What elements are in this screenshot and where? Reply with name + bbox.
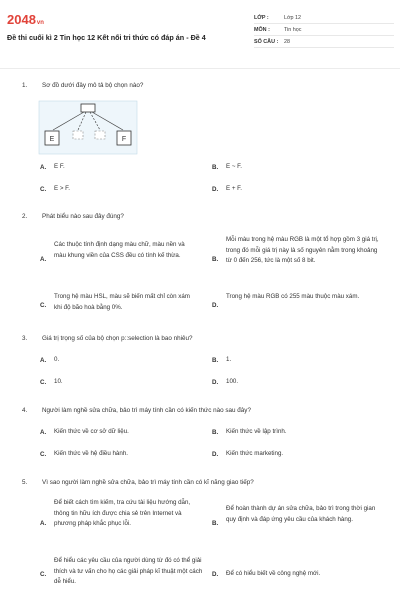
option-letter: B.: [212, 357, 219, 364]
meta-value: 28: [284, 38, 290, 45]
option-d[interactable]: Kiến thức marketing.: [226, 450, 284, 457]
question-text: Giá trị trọng số của bộ chọn p::selection là bao nhiêu?: [42, 335, 193, 342]
option-letter: D.: [212, 379, 219, 386]
option-c[interactable]: Trong hệ màu HSL, màu sẽ biến mất chỉ còn xám khi độ bão hoà bằng 0%.: [54, 293, 190, 311]
question-number: 2.: [22, 213, 28, 220]
meta-row-count: [254, 36, 394, 48]
meta-row-subject: [254, 24, 394, 36]
meta-row-class: [254, 12, 394, 24]
option-d[interactable]: E + F.: [226, 185, 242, 192]
option-letter: D.: [212, 302, 219, 309]
option-letter: C.: [40, 302, 47, 309]
option-c[interactable]: 10.: [54, 378, 63, 385]
option-letter: A.: [40, 164, 47, 171]
meta-value: Tin học: [284, 26, 302, 33]
exam-title: Đề thi cuối kì 2 Tin học 12 Kết nối tri thức có đáp án - Đề 4: [7, 33, 206, 42]
header-divider: [0, 68, 400, 69]
label-f: F: [121, 136, 127, 143]
sibling-box: [95, 131, 105, 139]
option-b[interactable]: E ~ F.: [226, 163, 242, 170]
sibling-box: [73, 131, 83, 139]
option-a[interactable]: Kiến thức về cơ sở dữ liệu.: [54, 428, 129, 435]
exam-meta-table: [254, 12, 394, 48]
option-a[interactable]: 0.: [54, 356, 60, 363]
meta-key: SỐ CÂU :: [254, 38, 279, 45]
logo-text: 2048: [7, 12, 36, 27]
option-letter: D.: [212, 186, 219, 193]
option-b[interactable]: 1.: [226, 356, 232, 363]
option-letter: A.: [40, 429, 47, 436]
option-c[interactable]: E > F.: [54, 185, 70, 192]
option-letter: C.: [40, 186, 47, 193]
option-letter: D.: [212, 451, 219, 458]
question-number: 3.: [22, 335, 28, 342]
meta-key: LỚP :: [254, 14, 269, 21]
question-number: 1.: [22, 82, 28, 89]
option-letter: A.: [40, 357, 47, 364]
question-number: 5.: [22, 479, 28, 486]
option-letter: B.: [212, 429, 219, 436]
parent-box: [81, 104, 95, 112]
meta-value: Lớp 12: [284, 14, 302, 21]
option-letter: A.: [40, 256, 47, 263]
question-text: Người làm nghề sửa chữa, bảo trì máy tính cần có kiến thức nào sau đây?: [42, 407, 251, 414]
option-letter: B.: [212, 164, 219, 171]
option-d[interactable]: Trong hệ màu RGB có 255 màu thuộc màu xám.: [226, 293, 360, 300]
logo-suffix: vn: [36, 20, 44, 26]
option-d[interactable]: Để có hiểu biết về công nghệ mới.: [226, 570, 321, 577]
question-text: Phát biểu nào sau đây đúng?: [42, 213, 124, 220]
option-letter: D.: [212, 571, 219, 578]
option-letter: C.: [40, 451, 47, 458]
option-letter: C.: [40, 571, 47, 578]
option-c[interactable]: Để hiểu các yêu cầu của người dùng từ đó có thể giải thích và tư vấn cho họ các giải pháp kĩ thuật một cách dễ hiểu.: [54, 557, 203, 585]
option-letter: C.: [40, 379, 47, 386]
site-logo[interactable]: [7, 12, 44, 27]
question-number: 4.: [22, 407, 28, 414]
option-b[interactable]: Kiến thức về lập trình.: [226, 428, 287, 435]
option-b[interactable]: Mỗi màu trong hệ màu RGB là một tổ hợp gồm 3 giá trị, trong đó mỗi giá trị này là số nguyên nằm trong khoảng từ 0 đến 256, tức là một số 8 bit.: [226, 236, 379, 264]
option-letter: A.: [40, 520, 47, 527]
label-e: E: [49, 136, 55, 143]
question-text: Vì sao người làm nghề sửa chữa, bảo trì máy tính cần có kĩ năng giao tiếp?: [42, 479, 254, 486]
option-a[interactable]: Để biết cách tìm kiếm, tra cứu tài liệu hướng dẫn, thông tin hữu ích được chia sẻ trên Internet và phương pháp khắc phục lỗi.: [54, 499, 191, 527]
meta-key: MÔN :: [254, 26, 270, 33]
option-b[interactable]: Để hoàn thành dự án sửa chữa, bảo trì trong thời gian quy định và đáp ứng yêu cầu của khách hàng.: [226, 505, 376, 523]
selector-diagram: [38, 100, 138, 155]
option-c[interactable]: Kiến thức về hệ điều hành.: [54, 450, 128, 457]
option-letter: B.: [212, 520, 219, 527]
option-a[interactable]: E F.: [54, 163, 65, 170]
option-letter: B.: [212, 256, 219, 263]
option-d[interactable]: 100.: [226, 378, 239, 385]
option-a[interactable]: Các thuộc tính định dạng màu chữ, màu nền và màu khung viền của CSS đều có tính kế thừa.: [54, 241, 185, 259]
question-text: Sơ đồ dưới đây mô tả bộ chọn nào?: [42, 82, 144, 89]
